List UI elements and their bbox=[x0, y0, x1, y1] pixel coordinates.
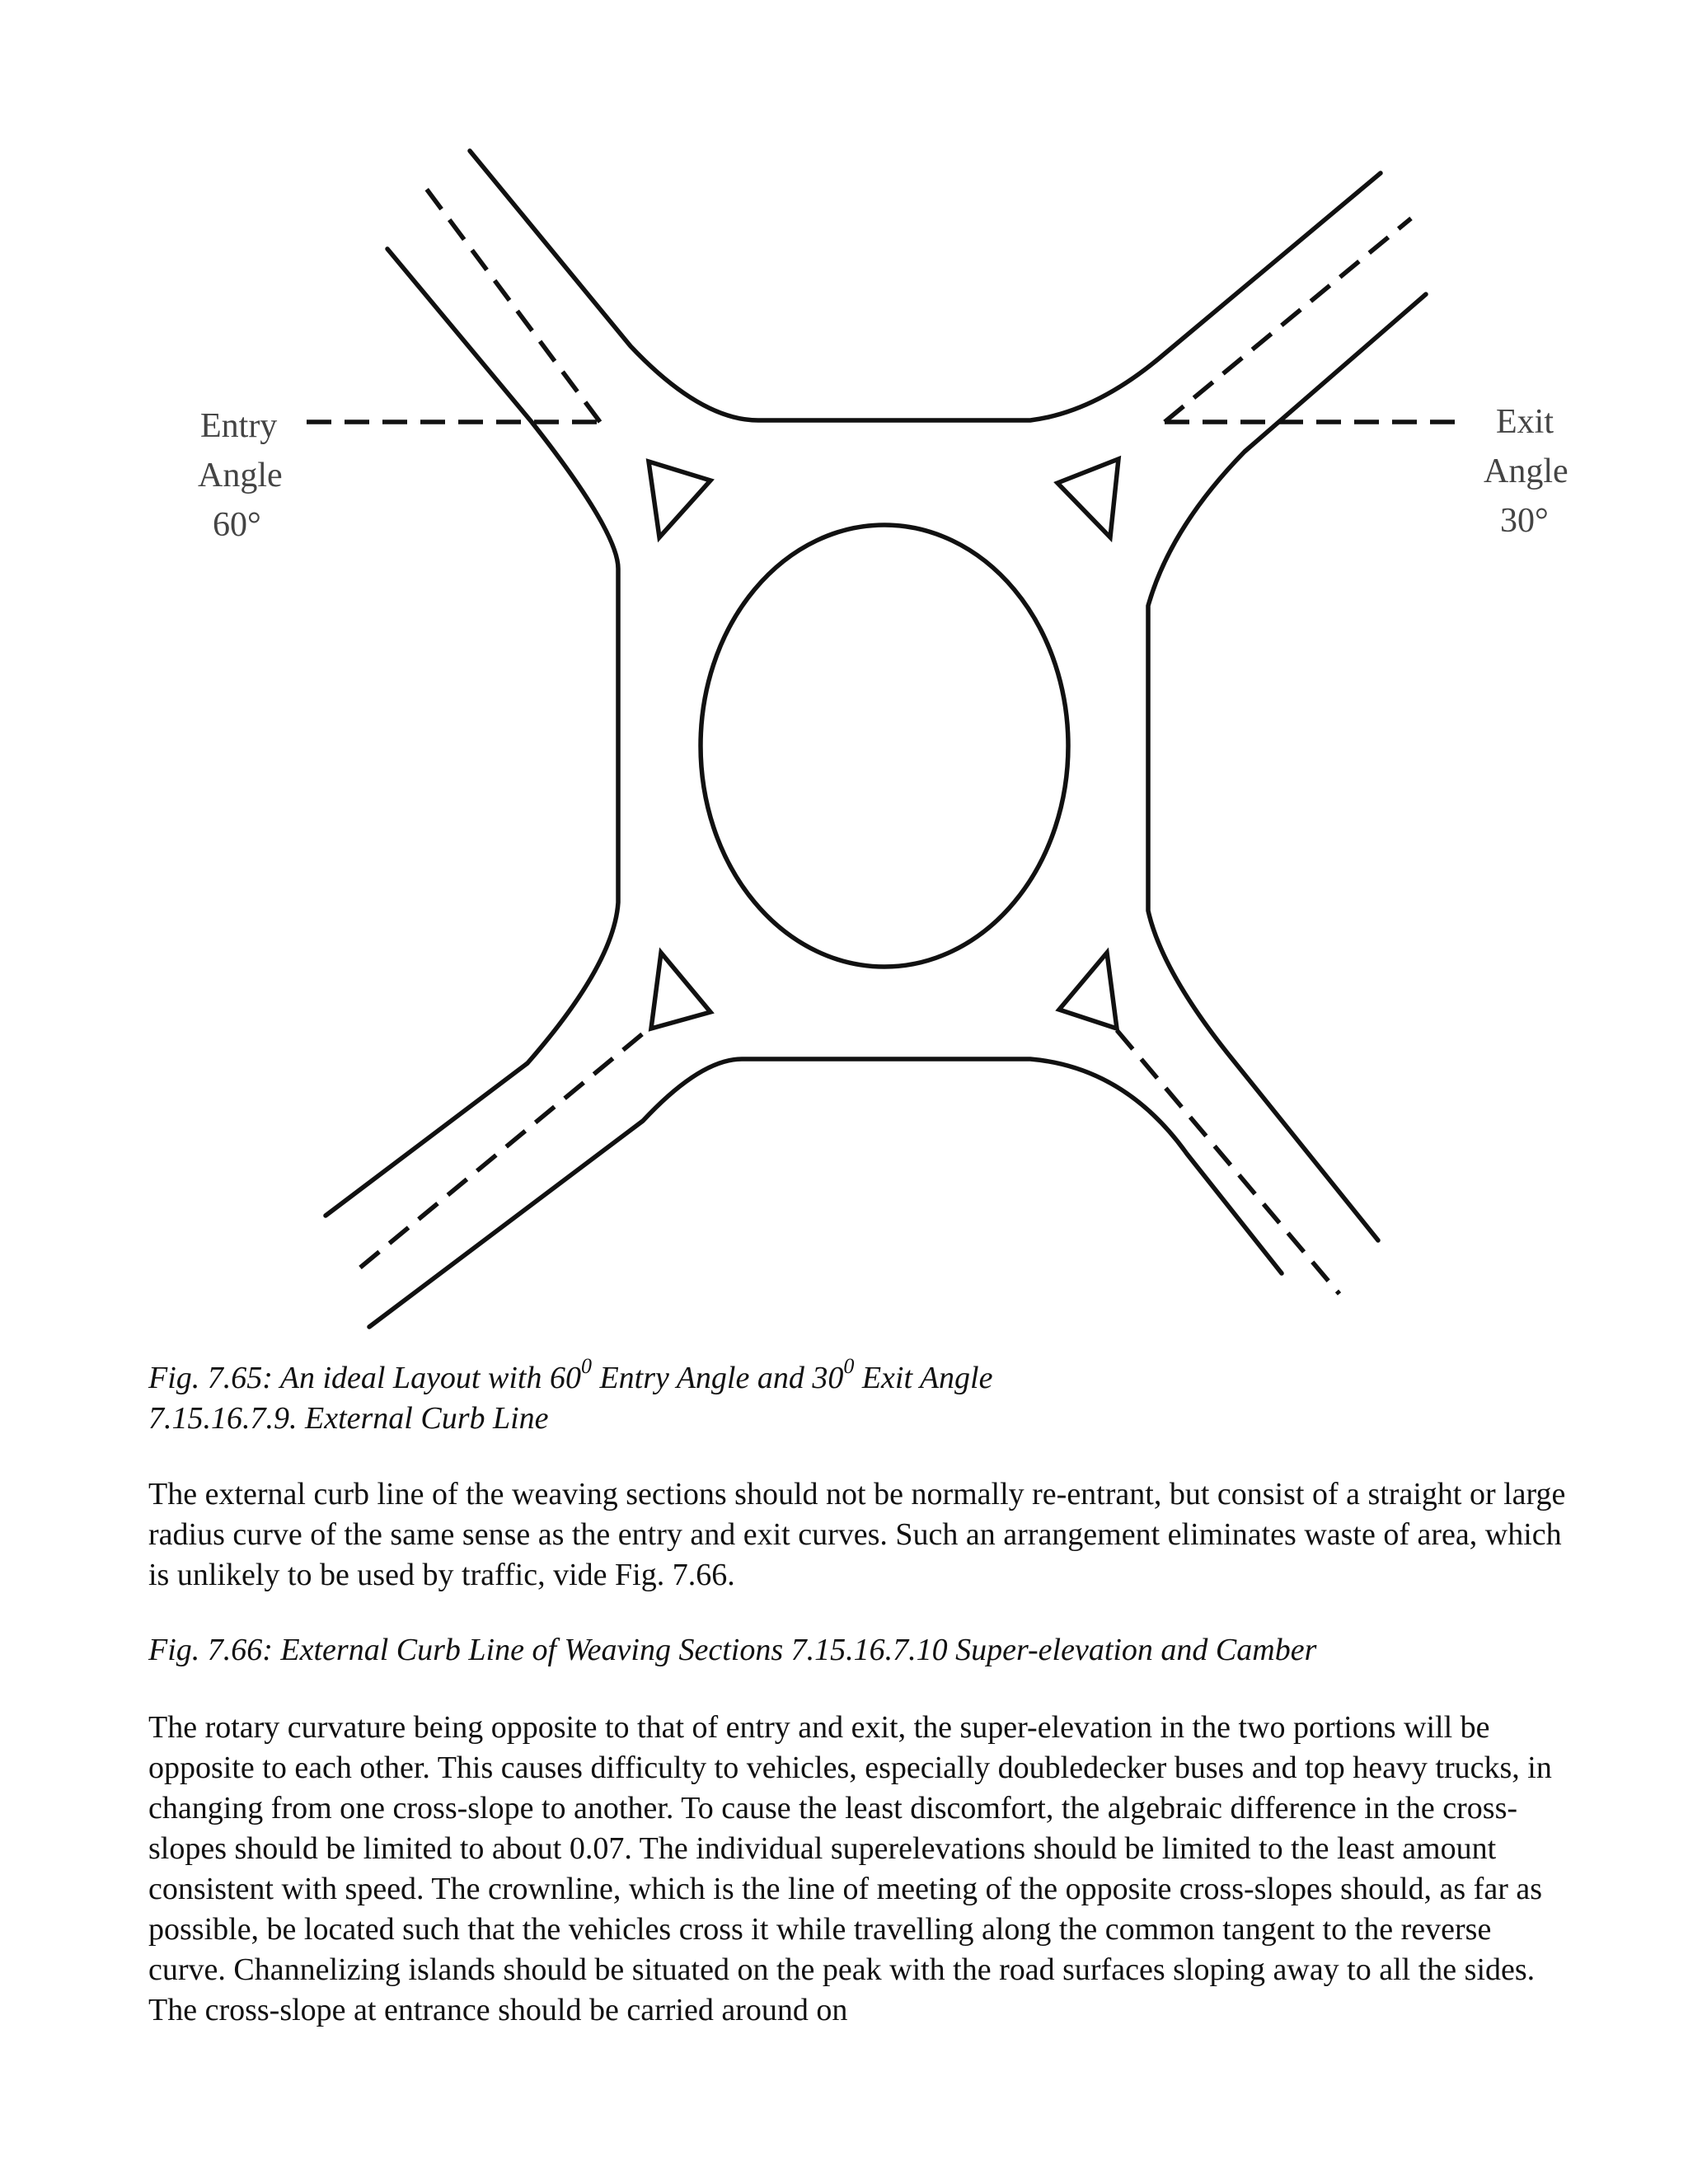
island-bottom-left bbox=[651, 953, 710, 1029]
paragraph-super-elevation: The rotary curvature being opposite to that of entry and exit, the super-elevation in the two portions will be opposite to each other. This causes difficulty to vehicles, especially doubledecker buses and top heavy trucks, in changing from one cross-slope to another. To cause the least discomfort, the algebraic difference in the cross-slopes should be limited to about 0.07. The individual superelevations should be limited to the least amount consistent with speed. The crownline, which is the line of meeting of the opposite cross-slopes should, as far as possible, be located such that the vehicles cross it while travelling along the common tangent to the reverse curve. Channelizing islands should be situated on the peak with the road surfaces sloping away to all the sides. The cross-slope at entrance should be carried around on bbox=[148, 1710, 1552, 2027]
central-island bbox=[701, 525, 1068, 967]
right-outer-curb bbox=[1148, 294, 1426, 1240]
upper-left-outer-curb bbox=[326, 249, 618, 1216]
figure-caption-7-66: Fig. 7.66: External Curb Line of Weaving Sections 7.15.16.7.10 Super-elevation and Camber bbox=[148, 1633, 1317, 1667]
section-heading: 7.15.16.7.9. External Curb Line bbox=[148, 1401, 549, 1436]
island-bottom-right bbox=[1059, 953, 1117, 1029]
island-top-left bbox=[649, 462, 710, 537]
island-top-right bbox=[1057, 459, 1118, 537]
entry-angle-arm-line bbox=[422, 183, 600, 422]
entry-angle-label: Entry Angle 60° bbox=[198, 407, 283, 544]
paragraph-external-curb: The external curb line of the weaving sections should not be normally re-entrant, but consist of a straight or large radius curve of the same sense as the entry and exit curves. Such an arrangement eliminates waste of area, which is unlikely to be used by traffic, vide Fig. 7.66. bbox=[148, 1477, 1566, 1592]
upper-left-road-edge bbox=[470, 151, 1381, 420]
lower-right-lane-line bbox=[1117, 1030, 1339, 1294]
bottom-road-edge bbox=[369, 1059, 1282, 1327]
figure-caption-7-65: Fig. 7.65: An ideal Layout with $60^0$ Entry Angle and $30^0$ Exit Angle bbox=[148, 1354, 993, 1395]
exit-angle-label: Exit Angle 30° bbox=[1484, 403, 1568, 540]
